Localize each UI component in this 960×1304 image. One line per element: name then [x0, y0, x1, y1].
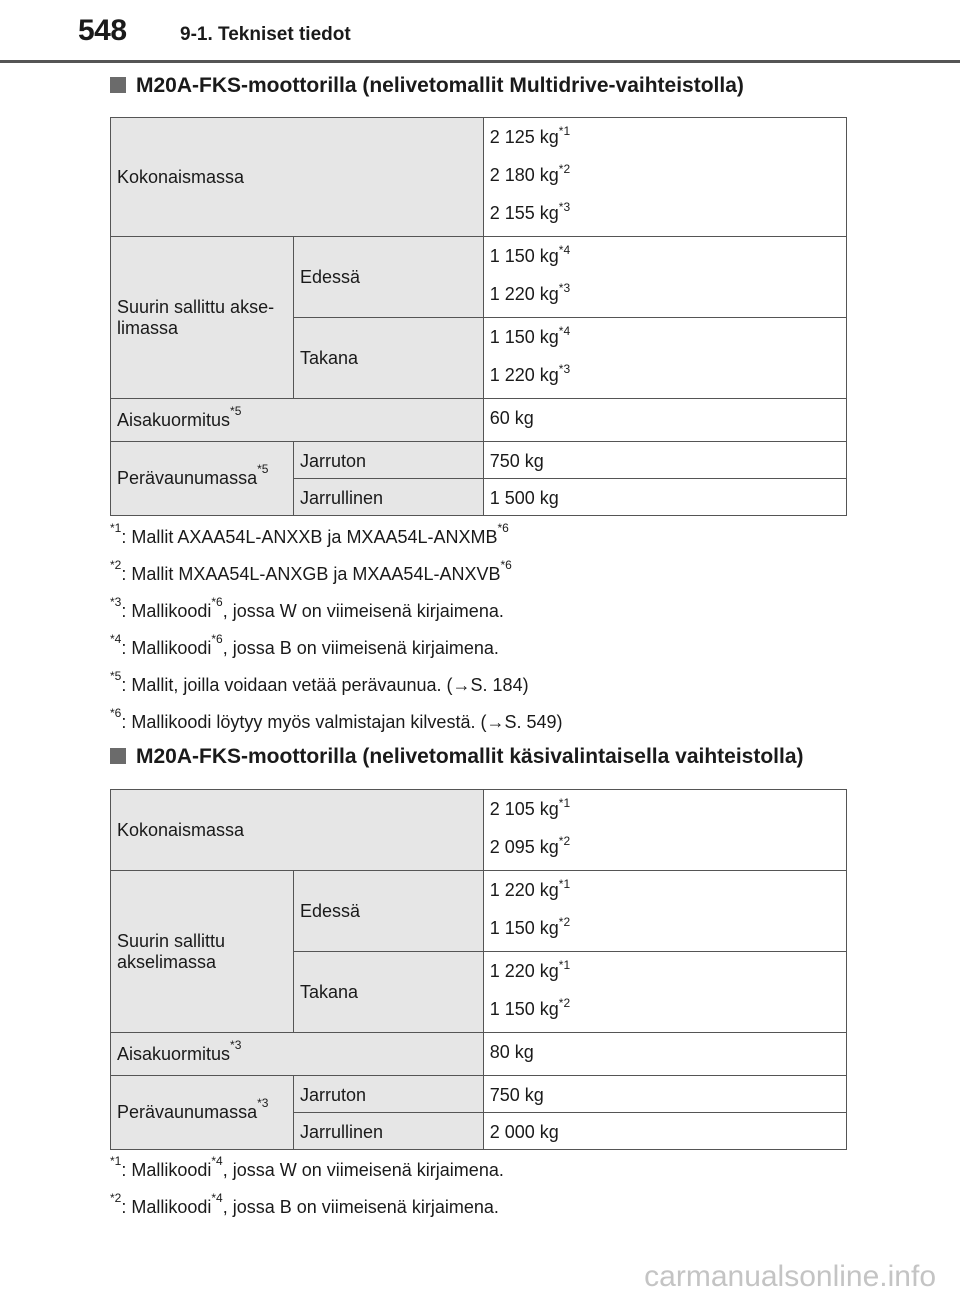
mass-value: 2 180 $kg^{*2}$ [489, 162, 571, 185]
square-bullet-icon [110, 748, 126, 764]
footnote: $^{*2}$: Mallikoodi$^{*4}$, jossa B on viimeisenä kirjaimena. [110, 1191, 499, 1217]
square-bullet-icon [110, 77, 126, 93]
section-title-multidrive: M20A-FKS-moottorilla (nelivetomallit Multidrive-vaihteistolla) [110, 74, 744, 98]
total-mass-label: Kokonaismassa [111, 118, 484, 237]
spec-table-manual [110, 789, 847, 1150]
braked-label: Jarrullinen [293, 479, 483, 516]
front-label: Edessä [293, 871, 483, 952]
mass-value: 1 220 $kg^{*1}$ [489, 877, 571, 900]
mass-value: 1 220 $kg^{*3}$ [489, 281, 571, 304]
footnote: $^{*5}$: Mallit, joilla voidaan vetää perävaunua. (→S. 184) [110, 669, 529, 695]
trailer-mass-label: Perävaunumassa$^{*3}$ [111, 1076, 294, 1150]
hitch-load-value: 80 kg [483, 1033, 846, 1076]
trailer-mass-label: Perävaunumassa$^{*5}$ [111, 442, 294, 516]
footnote: $^{*6}$: Mallikoodi löytyy myös valmistajan kilvestä. (→S. 549) [110, 706, 563, 732]
mass-value: 1 150 $kg^{*4}$ [489, 324, 571, 347]
axle-mass-label: Suurin sallittu akse- limassa [111, 237, 294, 399]
page-header [0, 0, 960, 62]
mass-value: 2 125 $kg^{*1}$ [489, 124, 571, 147]
footnote: $^{*1}$: Mallit AXAA54L-ANXXB ja MXAA54L-ANXMB$^{*6}$ [110, 521, 509, 547]
hitch-load-label: Aisakuormitus$^{*5}$ [111, 399, 484, 442]
mass-value: 1 150 $kg^{*4}$ [489, 243, 571, 266]
mass-value: 2 105 $kg^{*1}$ [489, 796, 571, 819]
page-number: 548 [78, 14, 127, 47]
front-values [483, 237, 846, 318]
braked-value: 1 500 kg [483, 479, 846, 516]
braked-value: 2 000 kg [483, 1113, 846, 1150]
axle-mass-label: Suurin sallittu akselimassa [111, 871, 294, 1033]
mass-value: 1 220 $kg^{*3}$ [489, 362, 571, 385]
total-mass-label: Kokonaismassa [111, 790, 484, 871]
front-label: Edessä [293, 237, 483, 318]
rear-values [483, 318, 846, 399]
chapter-title: 9-1. Tekniset tiedot [180, 24, 351, 45]
mass-value: 2 155 $kg^{*3}$ [489, 200, 571, 223]
unbraked-value: 750 kg [483, 442, 846, 479]
footnotes-manual [110, 1154, 504, 1234]
footnotes-multidrive [110, 521, 563, 749]
footnote: $^{*2}$: Mallit MXAA54L-ANXGB ja MXAA54L-ANXVB$^{*6}$ [110, 558, 512, 584]
hitch-load-label: Aisakuormitus$^{*3}$ [111, 1033, 484, 1076]
footnote: $^{*3}$: Mallikoodi$^{*6}$, jossa W on viimeisenä kirjaimena. [110, 595, 504, 621]
total-mass-values [483, 790, 846, 871]
spec-table-multidrive [110, 117, 847, 516]
mass-value: 1 220 $kg^{*1}$ [489, 958, 571, 981]
rear-values [483, 952, 846, 1033]
footnote: $^{*4}$: Mallikoodi$^{*6}$, jossa B on viimeisenä kirjaimena. [110, 632, 499, 658]
unbraked-label: Jarruton [293, 442, 483, 479]
mass-value: 1 150 $kg^{*2}$ [489, 996, 571, 1019]
front-values [483, 871, 846, 952]
unbraked-label: Jarruton [293, 1076, 483, 1113]
mass-value: 1 150 $kg^{*2}$ [489, 915, 571, 938]
total-mass-values [483, 118, 846, 237]
rear-label: Takana [293, 318, 483, 399]
mass-value: 2 095 $kg^{*2}$ [489, 834, 571, 857]
watermark: carmanualsonline.info [644, 1260, 936, 1293]
hitch-load-value: 60 kg [483, 399, 846, 442]
section-title-manual: M20A-FKS-moottorilla (nelivetomallit käsivalintaisella vaihteistolla) [110, 745, 804, 769]
rear-label: Takana [293, 952, 483, 1033]
footnote: $^{*1}$: Mallikoodi$^{*4}$, jossa W on viimeisenä kirjaimena. [110, 1154, 504, 1180]
header-rule [0, 60, 960, 63]
unbraked-value: 750 kg [483, 1076, 846, 1113]
braked-label: Jarrullinen [293, 1113, 483, 1150]
